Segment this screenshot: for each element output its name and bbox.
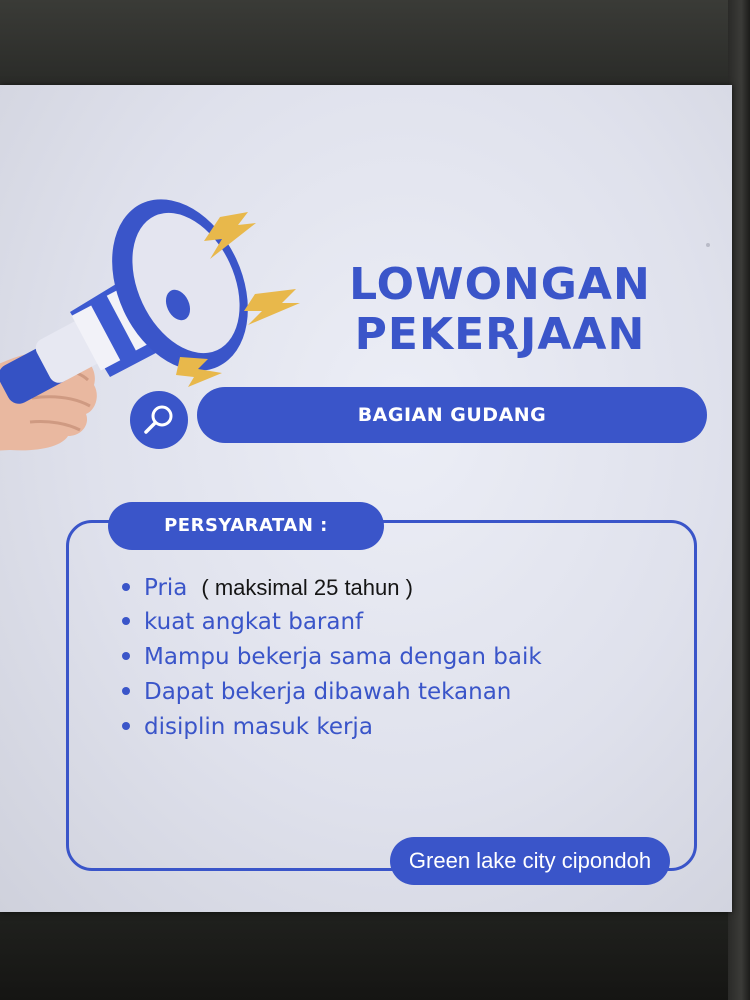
- bullet-icon: [122, 583, 130, 591]
- title-line-1: LOWONGAN: [349, 259, 651, 310]
- title-line-2: PEKERJAAN: [354, 309, 646, 360]
- bullet-icon: [122, 617, 130, 625]
- requirement-text: kuat angkat baranf: [144, 609, 364, 635]
- search-badge: [130, 391, 188, 449]
- requirements-label: PERSYARATAN :: [108, 502, 384, 550]
- search-icon: [142, 403, 176, 437]
- bullet-icon: [122, 652, 130, 660]
- list-item: [122, 675, 542, 710]
- location-badge: Green lake city cipondoh: [390, 837, 670, 885]
- list-item: [122, 605, 542, 640]
- job-vacancy-poster: [0, 85, 732, 912]
- requirement-note: ( maksimal 25 tahun ): [201, 575, 413, 600]
- requirement-text: Dapat bekerja dibawah tekanan: [144, 679, 512, 705]
- bullet-icon: [122, 687, 130, 695]
- poster-title: [300, 260, 700, 360]
- dust-speck: [706, 243, 710, 247]
- requirements-list: [122, 570, 542, 745]
- requirement-text: Mampu bekerja sama dengan baik: [144, 644, 542, 670]
- requirement-text: Pria: [144, 575, 188, 601]
- bullet-icon: [122, 722, 130, 730]
- list-item: [122, 640, 542, 675]
- list-item: [122, 570, 542, 605]
- lightning-icon: [244, 289, 300, 325]
- list-item: [122, 710, 542, 745]
- job-role-banner: BAGIAN GUDANG: [197, 387, 707, 443]
- requirement-text: disiplin masuk kerja: [144, 714, 373, 740]
- megaphone-icon: [0, 147, 310, 417]
